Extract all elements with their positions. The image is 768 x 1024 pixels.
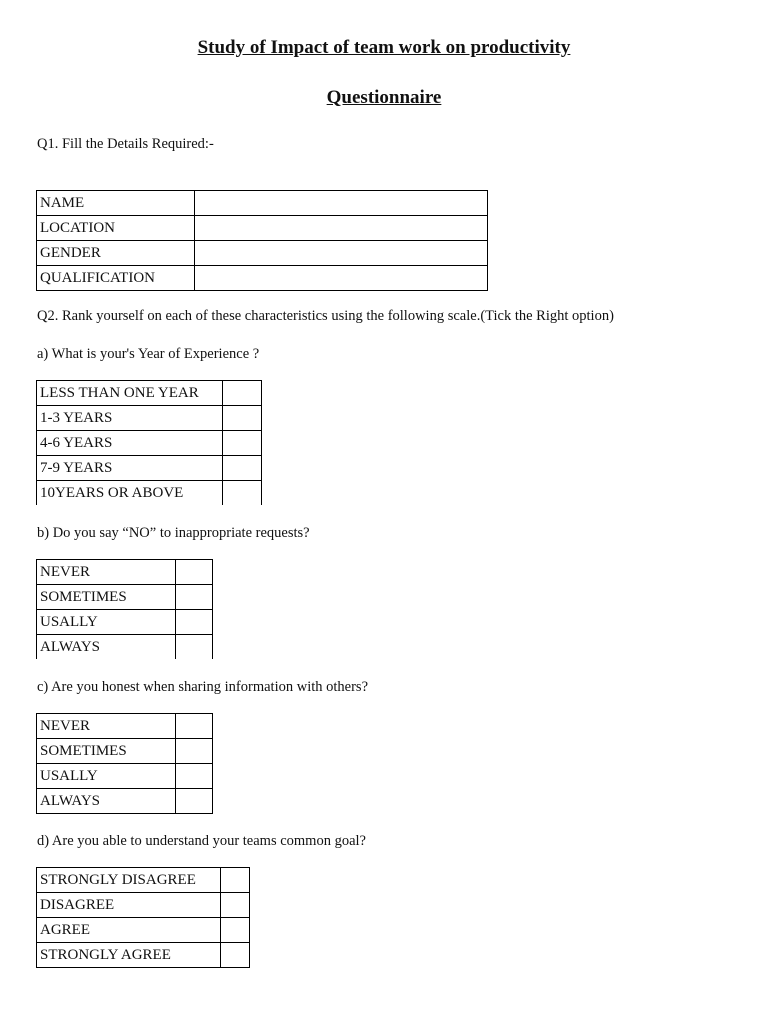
table-row [37,610,213,635]
tick-box[interactable] [223,481,262,506]
question-b: b) Do you say “NO” to inappropriate requests? [37,525,310,541]
option-label: 10YEARS OR ABOVE [37,481,223,506]
name-input-cell[interactable] [195,191,488,216]
option-label: STRONGLY DISAGREE [37,868,221,893]
option-label: ALWAYS [37,789,176,814]
table-row [37,739,213,764]
field-label-name: NAME [37,191,195,216]
option-label: SOMETIMES [37,585,176,610]
table-row [37,764,213,789]
tick-box[interactable] [223,381,262,406]
tick-box[interactable] [176,764,213,789]
option-label: 1-3 YEARS [37,406,223,431]
option-label: SOMETIMES [37,739,176,764]
tick-box[interactable] [176,610,213,635]
tick-box[interactable] [223,431,262,456]
question-c: c) Are you honest when sharing information with others? [37,679,369,695]
document-title: Study of Impact of team work on productivity [197,37,571,58]
option-label: ALWAYS [37,635,176,660]
table-row [37,381,262,406]
qualification-input-cell[interactable] [195,266,488,291]
option-label: NEVER [37,560,176,585]
table-row [37,585,213,610]
tick-box[interactable] [176,739,213,764]
q1-prompt: Q1. Fill the Details Required:- [37,136,214,152]
option-label: USALLY [37,764,176,789]
details-table [36,190,488,291]
table-row [37,789,213,814]
option-label: STRONGLY AGREE [37,943,221,968]
inappropriate-requests-table [36,559,213,659]
q2-prompt: Q2. Rank yourself on each of these characteristics using the following scale.(Tick the Right option) [37,308,614,324]
table-row [37,406,262,431]
option-label: DISAGREE [37,893,221,918]
tick-box[interactable] [221,868,250,893]
tick-box[interactable] [176,789,213,814]
questionnaire-heading: Questionnaire [326,87,442,108]
table-row [37,241,488,266]
experience-table [36,380,262,505]
option-label: AGREE [37,918,221,943]
option-label: USALLY [37,610,176,635]
tick-box[interactable] [223,406,262,431]
question-d: d) Are you able to understand your teams common goal? [37,833,366,849]
field-label-gender: GENDER [37,241,195,266]
tick-box[interactable] [221,893,250,918]
option-label: 4-6 YEARS [37,431,223,456]
tick-box[interactable] [176,560,213,585]
option-label: NEVER [37,714,176,739]
table-row [37,868,250,893]
question-a: a) What is your's Year of Experience ? [37,346,260,362]
table-row [37,635,213,660]
tick-box[interactable] [176,585,213,610]
table-row [37,191,488,216]
table-row [37,893,250,918]
table-row [37,560,213,585]
tick-box[interactable] [221,918,250,943]
location-input-cell[interactable] [195,216,488,241]
tick-box[interactable] [176,714,213,739]
field-label-location: LOCATION [37,216,195,241]
table-row [37,456,262,481]
option-label: 7-9 YEARS [37,456,223,481]
option-label: LESS THAN ONE YEAR [37,381,223,406]
tick-box[interactable] [221,943,250,968]
honesty-table [36,713,213,814]
field-label-qualification: QUALIFICATION [37,266,195,291]
table-row [37,266,488,291]
table-row [37,918,250,943]
tick-box[interactable] [176,635,213,660]
table-row [37,943,250,968]
table-row [37,431,262,456]
table-row [37,481,262,506]
table-row [37,216,488,241]
table-row [37,714,213,739]
tick-box[interactable] [223,456,262,481]
gender-input-cell[interactable] [195,241,488,266]
common-goal-table [36,867,250,968]
